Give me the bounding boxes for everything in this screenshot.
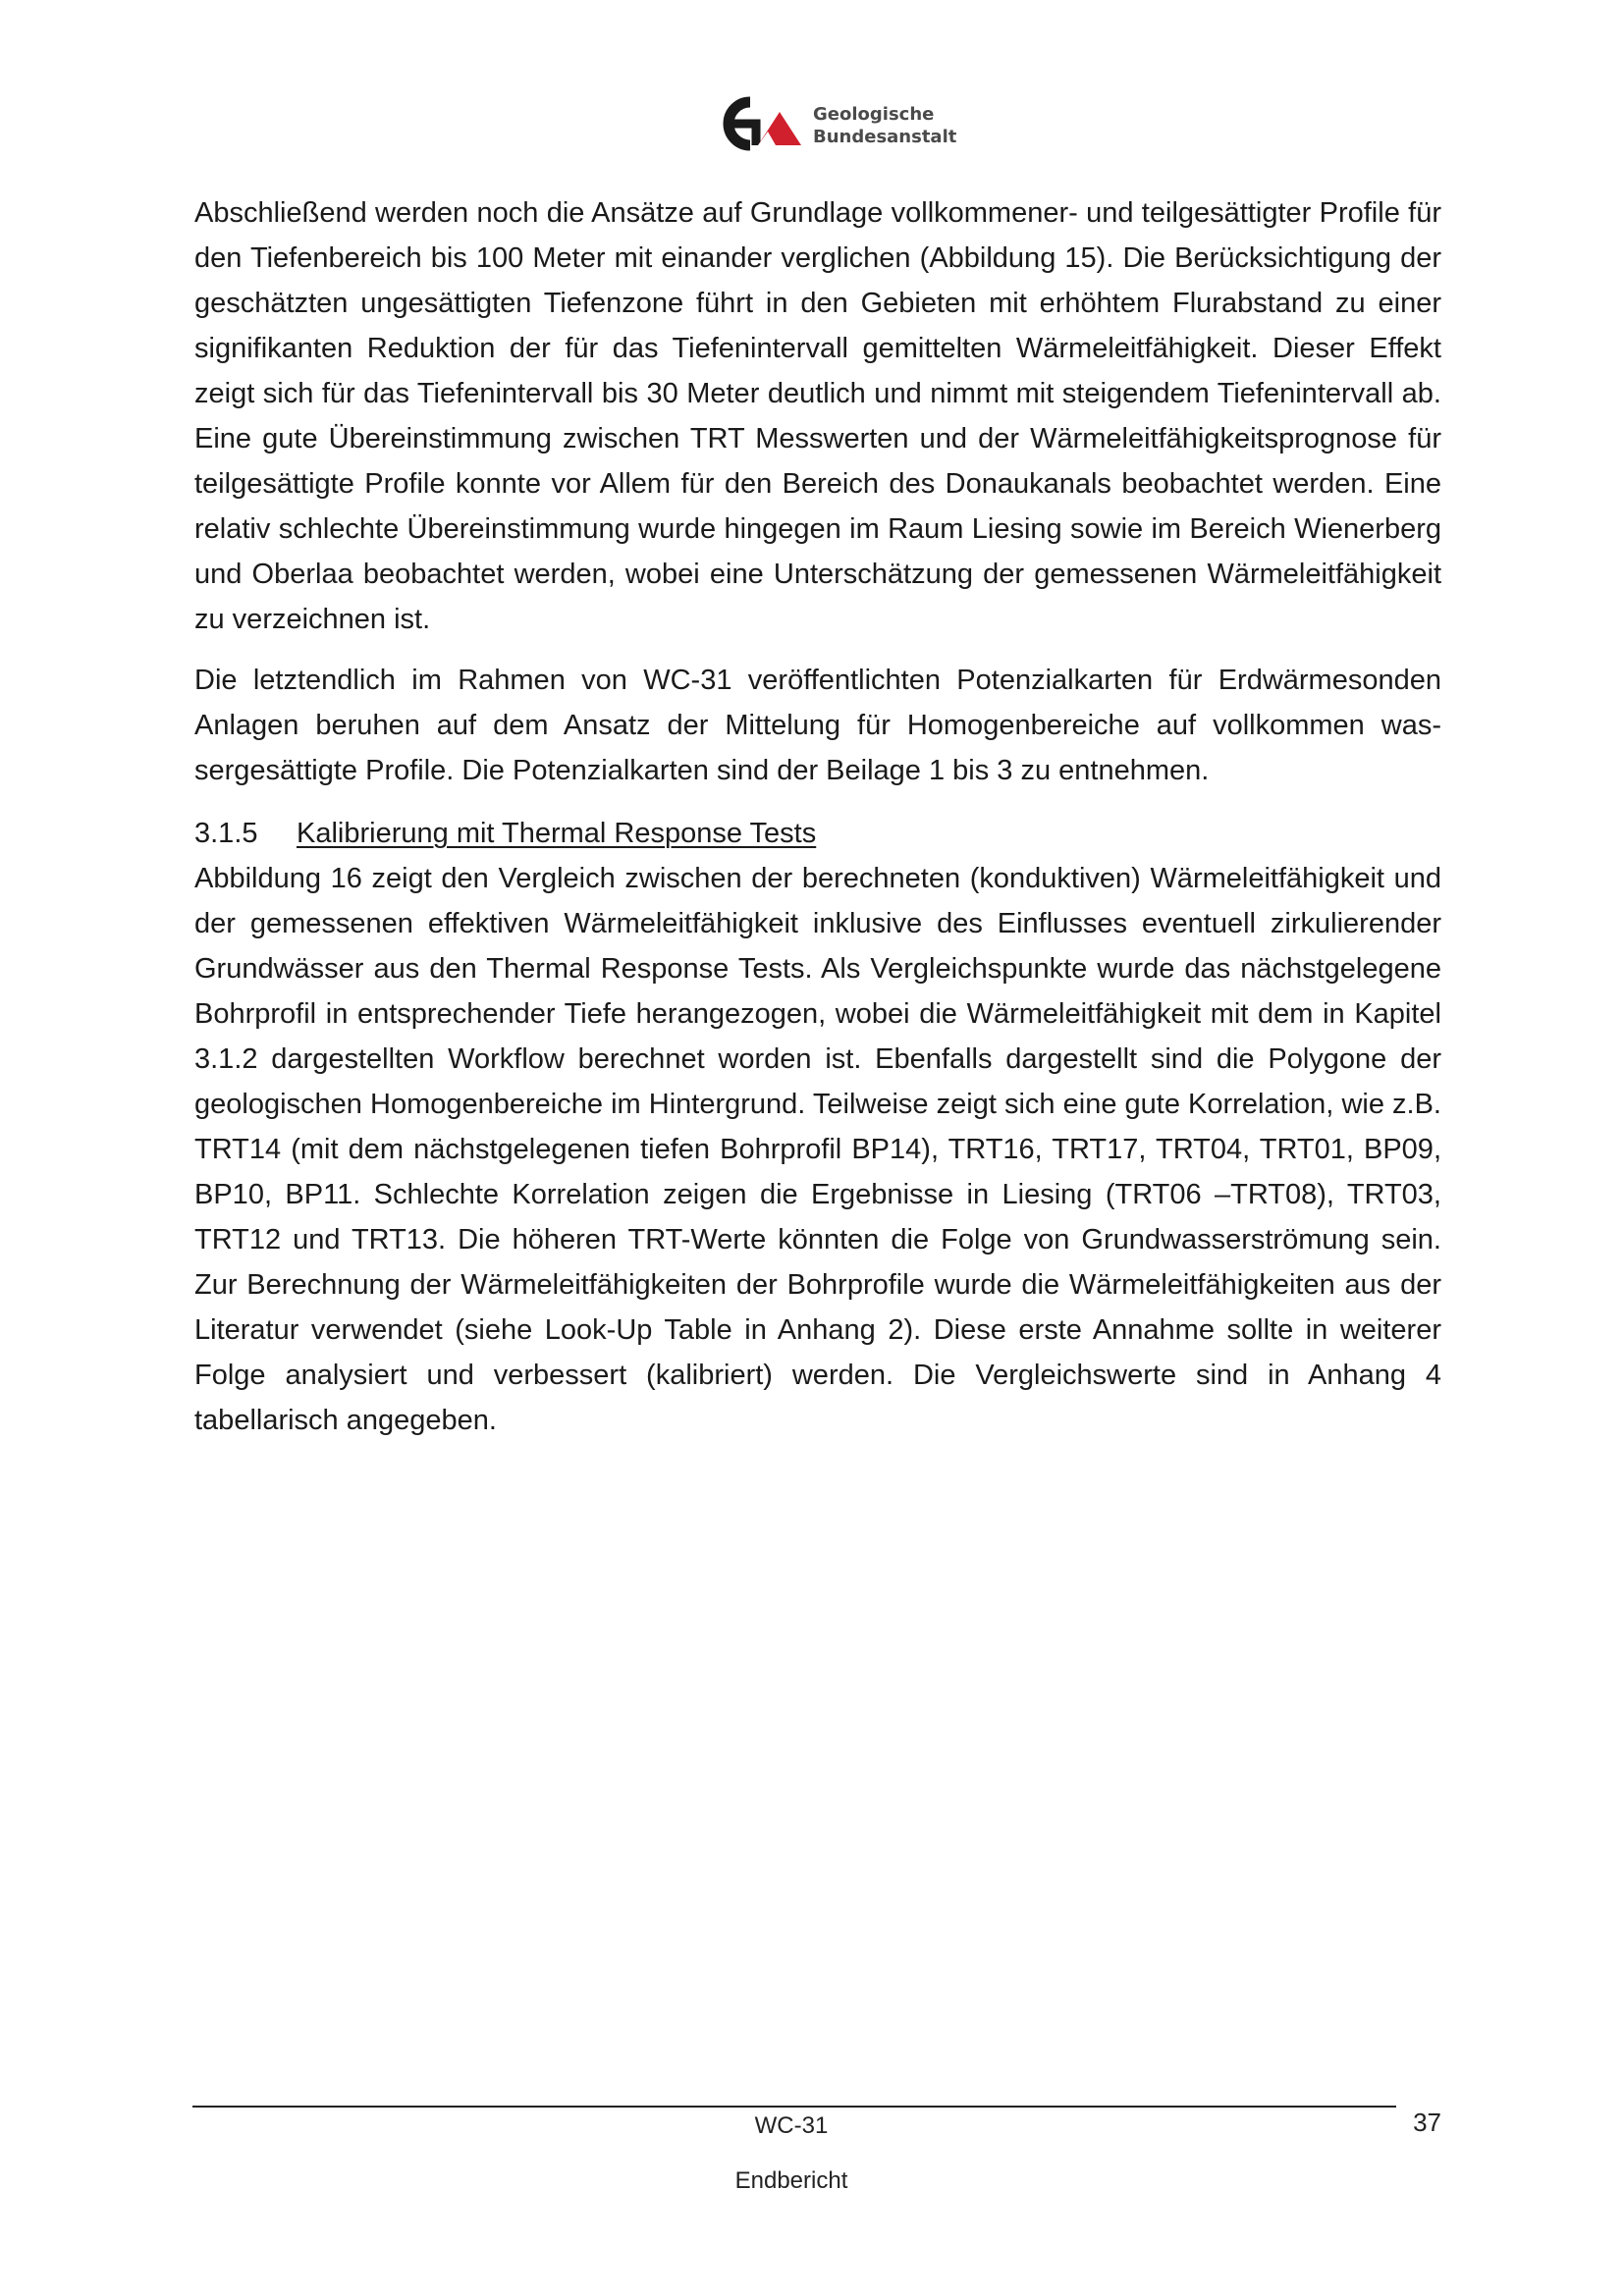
- logo: [703, 94, 957, 155]
- logo-line-2: Bundesanstalt: [813, 127, 957, 147]
- page-number: 37: [1413, 2108, 1441, 2137]
- logo-text: [813, 103, 956, 148]
- logo-line-1: Geologische: [813, 104, 935, 125]
- paragraph-2: Die letztendlich im Rahmen von WC-31 veröffentlichten Potenzialkarten für Erdwärmesonden Anlagen beruhen auf dem Ansatz der Mittelung für Homogenbereiche auf vollkommen wassergesättigte Profile. Die Potenzialkarten sind der Beilage 1 bis 3 zu entnehmen.: [194, 665, 1441, 786]
- paragraph-3: Abbildung 16 zeigt den Vergleich zwischen der berechneten (konduktiven) Wärmeleitfähigkeit und der gemessenen effektiven Wärmeleitfähigkeit inklusive des Einflusses eventuell zirkulierender Grundwässer aus den Thermal Response Tests. Als Vergleichspunkte wurde das nächstgelegene Bohrprofil in entsprechender Tiefe herangezogen, wobei die Wärmeleitfähigkeit mit dem in Kapitel 3.1.2 dargestellten Workflow berechnet worden ist. Ebenfalls dargestellt sind die Polygone der geologischen Homogenbereiche im Hintergrund. Teilweise zeigt sich eine gute Korrelation, wie z.B. TRT14 (mit dem nächstgelegenen tiefen Bohrprofil BP14), TRT16, TRT17, TRT04, TRT01, BP09, BP10, BP11. Schlechte Korrelation zeigen die Ergebnisse in Liesing (TRT06 –TRT08), TRT03, TRT12 und TRT13. Die höheren TRT-Werte könnten die Folge von Grundwasserströmung sein. Zur Berechnung der Wärmeleitfähigkeiten der Bohrprofile wurde die Wärmeleitfähigkeiten aus der Literatur verwendet (siehe Look-Up Table in Anhang 2). Diese erste Annahme sollte in weiterer Folge analysiert und verbessert (kalibriert) werden. Die Vergleichswerte sind in Anhang 4 tabellarisch angegeben.: [194, 863, 1441, 1436]
- footer-divider: [192, 2106, 1396, 2108]
- section-number: 3.1.5: [194, 818, 258, 849]
- footer-document-id: WC-31: [754, 2112, 829, 2139]
- section-heading: [194, 811, 1441, 856]
- main-content: [194, 190, 1441, 1443]
- footer-document-type: Endbericht: [734, 2167, 848, 2194]
- section-title: Kalibrierung mit Thermal Response Tests: [297, 818, 817, 849]
- geologische-bundesanstalt-logo-icon: [703, 94, 807, 155]
- paragraph-1: Abschließend werden noch die Ansätze auf Grundlage vollkommener- und teilgesättigter Profile für den Tiefenbereich bis 100 Meter mit einander verglichen (Abbildung 15). Die Berücksichtigung der geschätzten ungesättigten Tiefenzone führt in den Gebieten mit erhöhtem Flurabstand zu einer signifikanten Reduktion der für das Tiefenintervall gemittelten Wärmeleitfähigkeit. Dieser Effekt zeigt sich für das Tiefenintervall bis 30 Meter deutlich und nimmt mit steigendem Tiefenintervall ab. Eine gute Übereinstimmung zwischen TRT Messwerten und der Wärmeleitfähigkeitsprognose für teilgesättigte Profile konnte vor Allem für den Bereich des Donaukanals beobachtet werden. Eine relativ schlechte Übereinstimmung wurde hingegen im Raum Liesing sowie im Bereich Wienerberg und Oberlaa beobachtet werden, wobei eine Unterschätzung der gemessenen Wärmeleitfähigkeit zu verzeichnen ist.: [194, 197, 1441, 635]
